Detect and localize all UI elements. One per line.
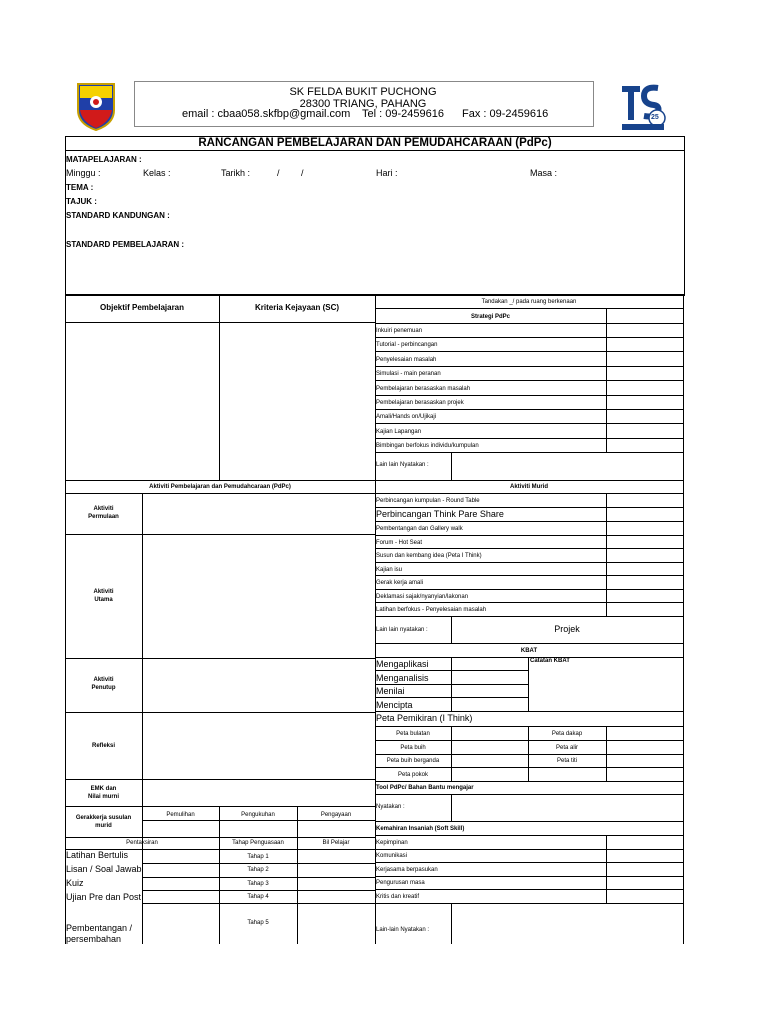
kbat-item: Menganalisis: [376, 673, 429, 683]
emk-label-1: EMK dan: [90, 786, 117, 792]
strategi-item: Kajian Lapangan: [376, 429, 422, 435]
aktiviti-utama-label-1: Aktiviti: [93, 589, 114, 595]
kemahiran-item: Kritis dan kreatif: [376, 894, 420, 900]
label-kelas: Kelas :: [143, 168, 171, 178]
pentaksiran-item: Lisan / Soal Jawab: [66, 864, 142, 874]
kemahiran-item: Pengurusan masa: [376, 880, 425, 886]
emk-label-2: Nilai murni: [87, 794, 119, 800]
label-standard-kandungan: STANDARD KANDUNGAN :: [66, 211, 170, 220]
peta-item: Peta buih berganda: [386, 758, 440, 764]
tool-header: Tool PdPc/ Bahan Bantu mengajar: [376, 785, 474, 791]
label-tajuk: TAJUK :: [66, 197, 97, 206]
label-standard-pembelajaran: STANDARD PEMBELAJARAN :: [66, 240, 185, 249]
aktiviti-murid-item: Forum - Hot Seat: [376, 540, 423, 546]
tahap-header: Tahap Penguasaan: [232, 840, 284, 846]
ts25-logo-number: 25: [651, 114, 659, 121]
tahap-label: Tahap 5: [247, 920, 269, 926]
kbat-item: Mengaplikasi: [376, 659, 429, 669]
aktiviti-utama-label-2: Utama: [94, 597, 113, 603]
strategi-item: Amali/Hands on/Ujikaji: [376, 414, 437, 420]
aktiviti-murid-header: Aktiviti Murid: [509, 484, 548, 490]
aktiviti-murid-item: Perbincangan kumpulan - Round Table: [376, 498, 480, 504]
aktiviti-murid-item: Perbincangan Think Pare Share: [376, 509, 504, 519]
pengayaan-label: Pengayaan: [320, 812, 352, 818]
refleksi-label: Refleksi: [91, 743, 115, 749]
aktiviti-murid-item: Susun dan kembang idea (Peta I Think): [376, 553, 482, 559]
strategi-instruction: Tandakan _/ pada ruang berkenaan: [481, 299, 577, 305]
aktiviti-murid-item: Gerak kerja amali: [376, 580, 424, 586]
strategi-item: Tutorial - perbincangan: [376, 342, 438, 348]
aktiviti-murid-item: Deklamasi sajak/nyanyian/lakonan: [376, 594, 469, 600]
school-tel: Tel : 09-2459616: [362, 108, 444, 120]
pentaksiran-item: persembahan: [66, 934, 122, 944]
objektif-header: Objektif Pembelajaran: [99, 303, 185, 312]
aktiviti-murid-item: Kajian isu: [376, 567, 403, 573]
kemahiran-item: Kerjasama berpasukan: [376, 867, 438, 873]
catatan-kbat-label: Catatan KBAT: [530, 658, 570, 664]
aktiviti-murid-item: Latihan berfokus - Penyelesaian masalah: [376, 607, 487, 613]
kbat-item: Mencipta: [376, 700, 413, 710]
school-fax: Fax : 09-2459616: [462, 108, 549, 120]
label-hari: Hari :: [376, 168, 398, 178]
strategi-item: Pembelajaran berasaskan masalah: [376, 386, 471, 392]
peta-item: Peta buih: [400, 745, 426, 751]
aktiviti-header: Aktiviti Pembelajaran dan Pemudahcaraan (PdPc): [149, 484, 291, 490]
school-name: SK FELDA BUKIT PUCHONG: [289, 86, 437, 98]
peta-header: Peta Pemikiran (I Think): [376, 713, 473, 723]
tool-nyatakan: Nyatakan :: [376, 804, 405, 810]
peta-item: Peta alir: [555, 745, 578, 751]
aktiviti-murid-lain: Lain lain nyatakan :: [376, 627, 428, 633]
pentaksiran-item: Ujian Pre dan Post: [66, 893, 142, 902]
aktiviti-permulaan-label-1: Aktiviti: [93, 506, 114, 512]
aktiviti-permulaan-label-2: Permulaan: [88, 514, 119, 520]
pentaksiran-item: Latihan Bertulis: [66, 850, 129, 860]
label-tarikh: Tarikh :: [221, 168, 251, 178]
tahap-label: Tahap 3: [247, 881, 269, 887]
pentaksiran-header: Pentaksiran: [126, 840, 158, 846]
strategi-item: Simulasi - main peranan: [376, 371, 441, 377]
kriteria-header: Kriteria Kejayaan (SC): [254, 303, 340, 312]
label-tema: TEMA :: [66, 183, 94, 192]
tahap-label: Tahap 4: [247, 894, 269, 900]
gerakkerja-label-1: Gerakkerja susulan: [75, 815, 132, 821]
kbat-header: KBAT: [520, 648, 538, 654]
aktiviti-penutup-label-2: Penutup: [91, 685, 116, 691]
pengukuhan-label: Pengukuhan: [241, 812, 275, 818]
school-address: 28300 TRIANG, PAHANG: [299, 98, 427, 110]
tahap-label: Tahap 1: [247, 854, 269, 860]
strategi-item: Inkuiri penemuan: [376, 328, 423, 334]
pentaksiran-item: Kuiz: [66, 878, 84, 888]
school-email: email : cbaa058.skfbp@gmail.com: [182, 108, 351, 120]
label-matapelajaran: MATAPELAJARAN :: [66, 155, 142, 164]
kbat-item: Menilai: [376, 686, 405, 696]
tahap-label: Tahap 2: [247, 867, 269, 873]
tarikh-slash-1: /: [277, 168, 280, 178]
kemahiran-item: Komunikasi: [376, 853, 408, 859]
label-masa: Masa :: [530, 168, 558, 178]
kemahiran-header: Kemahiran Insaniah (Soft Skill): [376, 826, 465, 832]
kemahiran-lain: Lain-lain Nyatakan :: [376, 927, 430, 933]
projek-label: Projek: [554, 624, 580, 634]
strategi-header: Strategi PdPc: [470, 314, 510, 320]
ts25-logo: [618, 80, 668, 132]
peta-item: Peta dakap: [551, 731, 583, 737]
aktiviti-murid-item: Pembentangan dan Gallery walk: [376, 526, 463, 532]
strategi-item: Penyelesaian masalah: [376, 357, 437, 363]
page-title: RANCANGAN PEMBELAJARAN DAN PEMUDAHCARAAN (PdPc): [198, 137, 552, 149]
tarikh-slash-2: /: [301, 168, 304, 178]
strategi-item: Bimbingan berfokus individu/kumpulan: [376, 443, 479, 449]
strategi-item: Pembelajaran berasaskan projek: [376, 400, 464, 406]
bil-header: Bil Pelajar: [322, 840, 350, 846]
pemulihan-label: Pemulihan: [166, 812, 195, 818]
kemahiran-item: Kepimpinan: [376, 840, 408, 846]
gerakkerja-label-2: murid: [95, 823, 112, 829]
school-crest-logo: [74, 80, 118, 132]
peta-item: Peta titi: [556, 758, 577, 764]
peta-item: Peta bulatan: [396, 731, 430, 737]
strategi-lain: Lain lain Nyatakan :: [376, 462, 429, 468]
aktiviti-penutup-label-1: Aktiviti: [93, 677, 114, 683]
pentaksiran-item: Pembentangan /: [66, 923, 133, 933]
peta-item: Peta pokok: [397, 772, 429, 778]
label-minggu: Minggu :: [66, 168, 101, 178]
